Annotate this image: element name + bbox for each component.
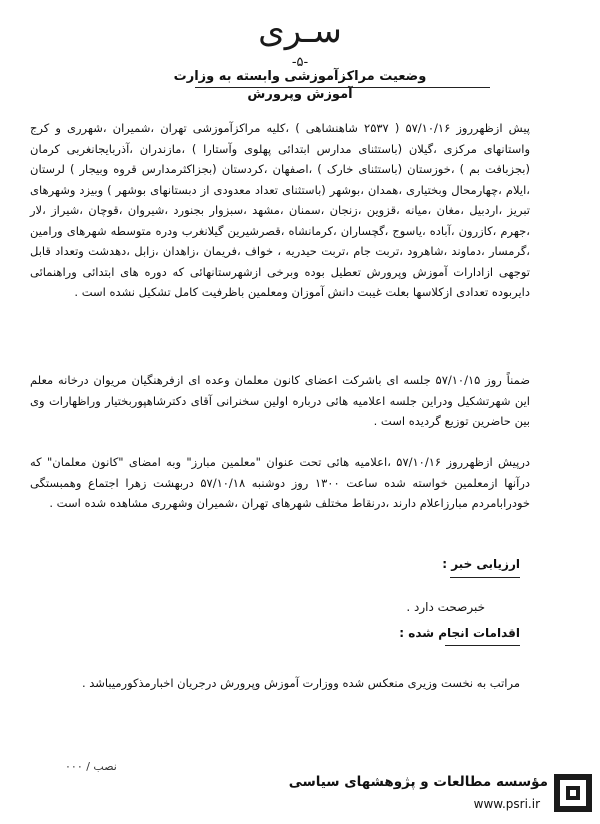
- actions-underline: [445, 645, 520, 646]
- psri-logo-icon: [554, 774, 592, 812]
- assessment-label: ارزیابی خبر :: [442, 557, 520, 571]
- report-paragraph-1: پیش ازظهرروز ۵۷/۱۰/۱۶ ( ۲۵۳۷ شاهنشاهی ) ،کلیه مراکزآموزشی تهران ،شمیران ،شهرری و کرج واستانهای مرکزی ،گیلان (باستثنای مدارس ابتدائی پهلوی وآستارا ) ،مازندران ،آذربایجانغربی کرمان (بجزبافت بم ) ،خوزستان (باستثنای خارک ) ،اصفهان ،کردستان (بجزاکثرمدارس قروه وبیجار ) لرستان ،ایلام ،چهارمحال وبختیاری ،همدان ،بوشهر (باستثنای تعداد معدودی از دبستانهای بوشهر ) وبیزد وشهرهای تبریز ،اردبیل ،مغان ،میانه ،قزوین ،زنجان ،سمنان ،مشهد ،سبزوار بجنورد ،شیروان ،قوچان ،شیراز ،لار ،جهرم ،کازرون ،آباده ،یاسوج ،گچساران ،کرمانشاه ،قصرشیرین گیلانغرب ودره متوسطه شهرهای ورامین ،گرمسار ،دماوند ،شاهرود ،تربت جام ،تربت حیدریه ، خواف ،فریمان ،زاهدان ،زابل ،دهدشت وتعداد قابل توجهی ازادارات آموزش وپرورش تعطیل بوده وبرخی ازشهرستانهائی که دوره های ابتدائی وراهنمائی دایربوده تعدادی ازکلاسها بعلت غیبت دانش آموزان ومعلمین باظرفیت کامل تشکیل نشده است .: [30, 121, 530, 299]
- institute-url[interactable]: www.psri.ir: [473, 797, 540, 811]
- document-title: وضعیت مراکزآموزشی وابسته به وزارت آموزش وپرورش: [173, 69, 427, 102]
- actions-label: اقدامات انجام شده :: [399, 626, 520, 640]
- institute-watermark: [288, 768, 600, 820]
- report-paragraph-2: ضمناً روز ۵۷/۱۰/۱۵ جلسه ای باشرکت اعضای کانون معلمان وعده ای ازفرهنگیان مریوان درخانه معلم این شهرتشکیل ودراین جلسه اعلامیه هائی درباره اولین سخنرانی آقای دکترشاهپوربختیار وراظهارات وی بین حاضرین توزیع گردیده است .: [30, 373, 530, 428]
- title-underline: [195, 87, 490, 88]
- assessment-underline: [450, 577, 520, 578]
- report-paragraph-3: درپیش ازظهرروز ۵۷/۱۰/۱۶ ،اعلامیه هائی تحت عنوان "معلمین مبارز" وبه امضای "کانون معلمان" که درآنها ازمعلمین خواسته شده ساعت ۱۳۰۰ روز دوشنبه ۵۷/۱۰/۱۸ دربهشت زهرا اجتماع وهمبستگی خودرابامردم مبارزاعلام دارند ،درنقاط مختلف شهرهای تهران ،شمیران وشهرری مشاهده شده است .: [30, 455, 531, 510]
- classification-stamp: سـری: [258, 11, 342, 51]
- filing-note: نصب / ۰۰۰: [65, 760, 117, 773]
- assessment-value: خبرصحت دارد .: [406, 600, 485, 614]
- forwarding-note: مراتب به نخست وزیری منعکس شده ووزارت آموزش وپرورش درجریان اخبارمذکورمیباشد .: [81, 676, 520, 690]
- institute-name: مؤسسه مطالعات و پژوهشهای سیاسی: [288, 774, 548, 790]
- page-number: -۵-: [291, 55, 309, 70]
